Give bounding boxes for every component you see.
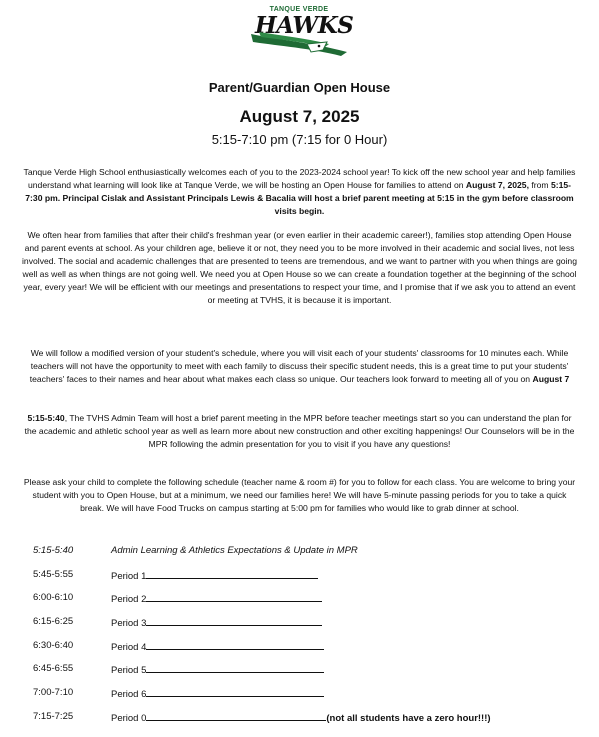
schedule-label: Period 1: [111, 571, 147, 582]
schedule-entry: [111, 616, 322, 629]
instructions-paragraph: Please ask your child to complete the following schedule (teacher name & room #) for you to follow for each class. You are welcome to bring your student with you to Open House, but at a minimum, we need our families here! We will have 5-minute passing periods for you to take a quick break. We will have Food Trucks on campus starting at 5:00 pm for families who would like to grab dinner at school.: [23, 477, 576, 513]
event-time: 5:15-7:10 pm (7:15 for 0 Hour): [211, 132, 388, 147]
schedule-info-paragraph: We will follow a modified version of your student's schedule, where you will visit each of your students' classrooms for 10 minutes each. While teachers will not have the opportunity to meet with each family to discuss their specific student needs, this is a great time to put your students' teachers' faces to their names and hear about what makes each class so unique. Our teachers look forward to meeting all of you on August 7: [29, 348, 570, 384]
page-title: Parent/Guardian Open House: [208, 80, 391, 95]
welcome-paragraph: Tanque Verde High School enthusiastically welcomes each of you to the 2023-2024 school year! To kick off the new school year and help families understand what learning will look like at Tanque Verde, we will be hosting an Open House for families to attend on August 7, 2025, from 5:15-7:30 pm. Principal Cislak and Assistant Principals Lewis & Bacalia will host a brief parent meeting at 5:15 in the gym before classroom visits begin.: [23, 167, 576, 216]
blank-line[interactable]: [146, 687, 324, 697]
schedule-time: 5:45-5:55: [33, 569, 74, 580]
schedule-time: 6:00-6:10: [33, 592, 74, 603]
admin-meeting-paragraph: 5:15-5:40, The TVHS Admin Team will host a brief parent meeting in the MPR before teacher meetings start so you can understand the plan for the academic and athletic school year as well as learn more about new construction and other exciting happenings! Our Counselors will be in the MPR following the admin presentation for you to visit if you have any questions!: [24, 413, 575, 449]
schedule-time: 6:45-6:55: [33, 663, 74, 674]
schedule-label: Period 4: [111, 642, 147, 653]
blank-line[interactable]: [146, 711, 326, 721]
blank-line[interactable]: [146, 640, 324, 650]
schedule-time: 7:00-7:10: [33, 687, 74, 698]
schedule-entry: [111, 687, 324, 700]
schedule-label: Admin Learning & Athletics Expectations & Update in MPR: [111, 545, 358, 556]
blank-line[interactable]: [146, 616, 322, 626]
schedule-entry: [111, 569, 318, 582]
schedule-time: 7:15-7:25: [33, 711, 74, 722]
schedule-entry: [111, 711, 491, 724]
hawks-logo: [249, 6, 354, 58]
blank-line[interactable]: [146, 663, 324, 673]
schedule-label: Period 0: [111, 713, 147, 724]
zero-hour-note: (not all students have a zero hour!!!): [326, 713, 491, 724]
schedule-label: Period 2: [111, 594, 147, 605]
logo-wordmark: HAWKS: [255, 12, 354, 39]
schedule-label: Period 3: [111, 618, 147, 629]
schedule-entry: [111, 640, 324, 653]
logo-school-name: TANQUE VERDE: [269, 6, 329, 13]
blank-line[interactable]: [146, 592, 322, 602]
blank-line[interactable]: [146, 569, 318, 579]
schedule-label: Period 5: [111, 665, 147, 676]
schedule-entry: [111, 663, 324, 676]
schedule-label: Period 6: [111, 689, 147, 700]
schedule-time: 6:15-6:25: [33, 616, 74, 627]
involvement-paragraph: We often hear from families that after their child's freshman year (or even earlier in their academic career!), families stop attending Open House and parent events at school. As your children age, believe it or not, they need you to be more involved in their academic and social lives, not less involved. The social and academic challenges that are presented to teens are tremendous, and we want to partner with you when things are going well as well as when things are not going well. We need you at Open House so we can create a foundation together at the beginning of the school year, every year! We will be efficient with our meetings and presentations to respect your time, and I promise that if we ask you to attend an event or meeting at TVHS, it is because it is important.: [22, 230, 577, 305]
schedule-entry: [111, 592, 322, 605]
schedule-time: 6:30-6:40: [33, 640, 74, 651]
schedule-time: 5:15-5:40: [33, 545, 74, 556]
event-date: August 7, 2025: [239, 107, 360, 126]
hawk-swoosh-icon: [249, 30, 349, 58]
